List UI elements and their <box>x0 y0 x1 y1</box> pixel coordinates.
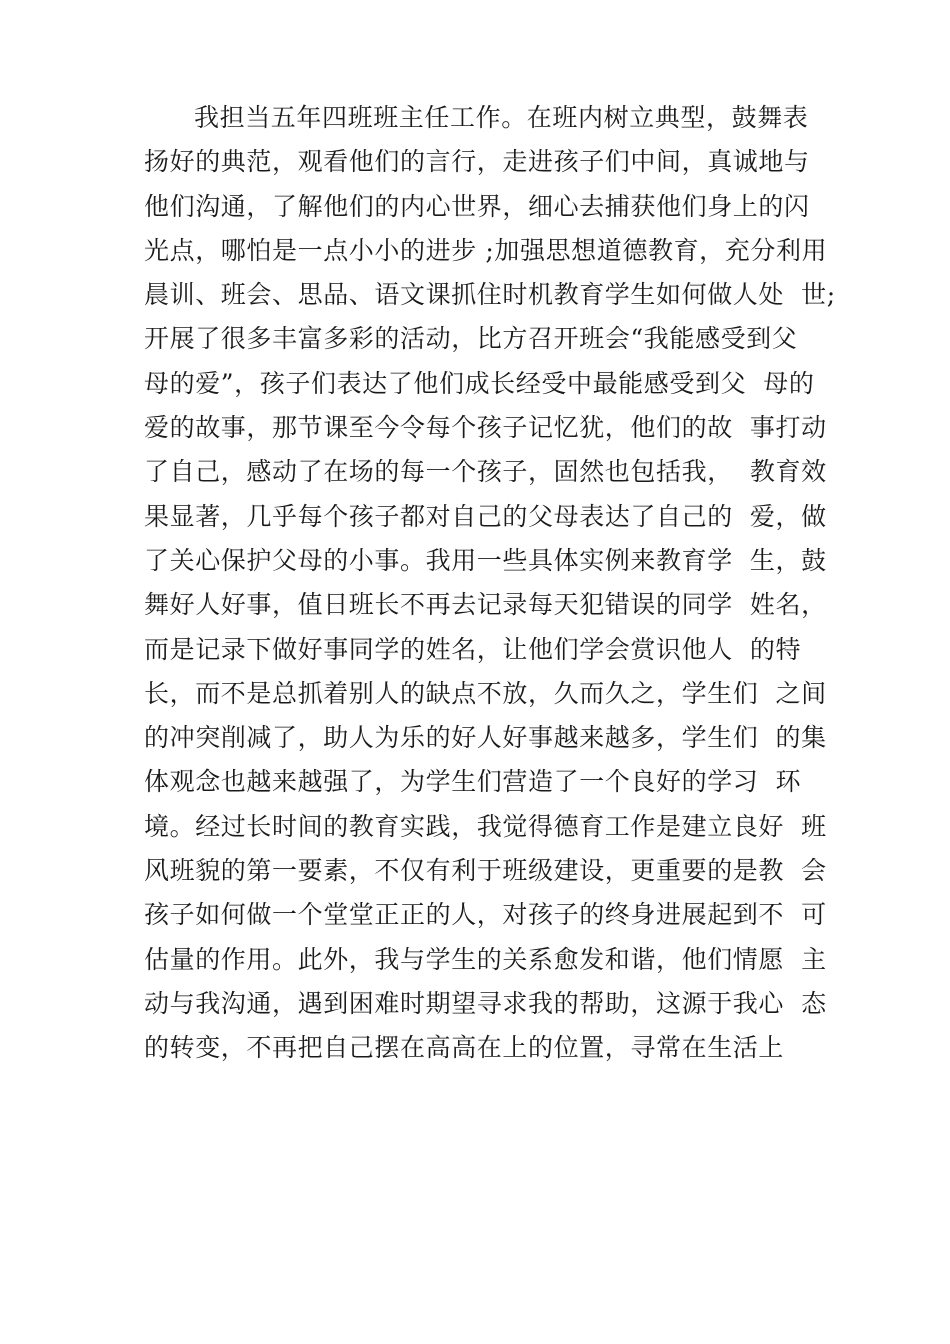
text-line: 动与我沟通，遇到困难时期望寻求我的帮助，这源于我心 态 <box>144 988 827 1018</box>
text-line: 长，而不是总抓着别人的缺点不放，久而久之，学生们 之间 <box>144 678 827 708</box>
text-line: 的转变，不再把自己摆在高高在上的位置，寻常在生活上 <box>144 1033 785 1063</box>
text-line: 体观念也越来越强了，为学生们营造了一个良好的学习 环 <box>144 767 802 797</box>
text-line: 境。经过长时间的教育实践，我觉得德育工作是建立良好 班 <box>144 811 827 841</box>
text-line: 的冲突削减了，助人为乐的好人好事越来越多，学生们 的集 <box>144 723 827 753</box>
text-line: 光点，哪怕是一点小小的进步 ;加强思想道德教育，充分利用 <box>144 235 828 265</box>
text-line: 果显著，几乎每个孩子都对自己的父母表达了自己的 爱，做 <box>144 501 827 531</box>
text-line: 母的爱”，孩子们表达了他们成长经受中最能感受到父 母的 <box>144 368 815 398</box>
text-line: 开展了很多丰富多彩的活动，比方召开班会“我能感受到父 <box>144 324 798 354</box>
text-line: 他们沟通，了解他们的内心世界，细心去捕获他们身上的闪 <box>144 191 810 221</box>
body-text <box>144 96 836 1071</box>
text-line: 孩子如何做一个堂堂正正的人，对孩子的终身进展起到不 可 <box>144 900 827 930</box>
text-line: 晨训、班会、思品、语文课抓住时机教育学生如何做人处 世; <box>144 280 836 310</box>
text-line: 扬好的典范，观看他们的言行，走进孩子们中间，真诚地与 <box>144 147 810 177</box>
text-line: 我担当五年四班班主任工作。在班内树立典型，鼓舞表 <box>194 103 809 132</box>
text-line: 舞好人好事，值日班长不再去记录每天犯错误的同学 姓名， <box>144 590 827 620</box>
text-line: 了关心保护父母的小事。我用一些具体实例来教育学 生，鼓 <box>144 545 827 575</box>
text-line: 而是记录下做好事同学的姓名，让他们学会赏识他人 的特 <box>144 634 802 664</box>
text-line: 风班貌的第一要素，不仅有利于班级建设，更重要的是教 会 <box>144 856 827 886</box>
text-line: 估量的作用。此外，我与学生的关系愈发和谐，他们情愿 主 <box>144 944 827 974</box>
text-line: 爱的故事，那节课至今令每个孩子记忆犹，他们的故 事打动 <box>144 413 827 443</box>
text-line: 了自己，感动了在场的每一个孩子，固然也包括我， 教育效 <box>144 457 827 487</box>
